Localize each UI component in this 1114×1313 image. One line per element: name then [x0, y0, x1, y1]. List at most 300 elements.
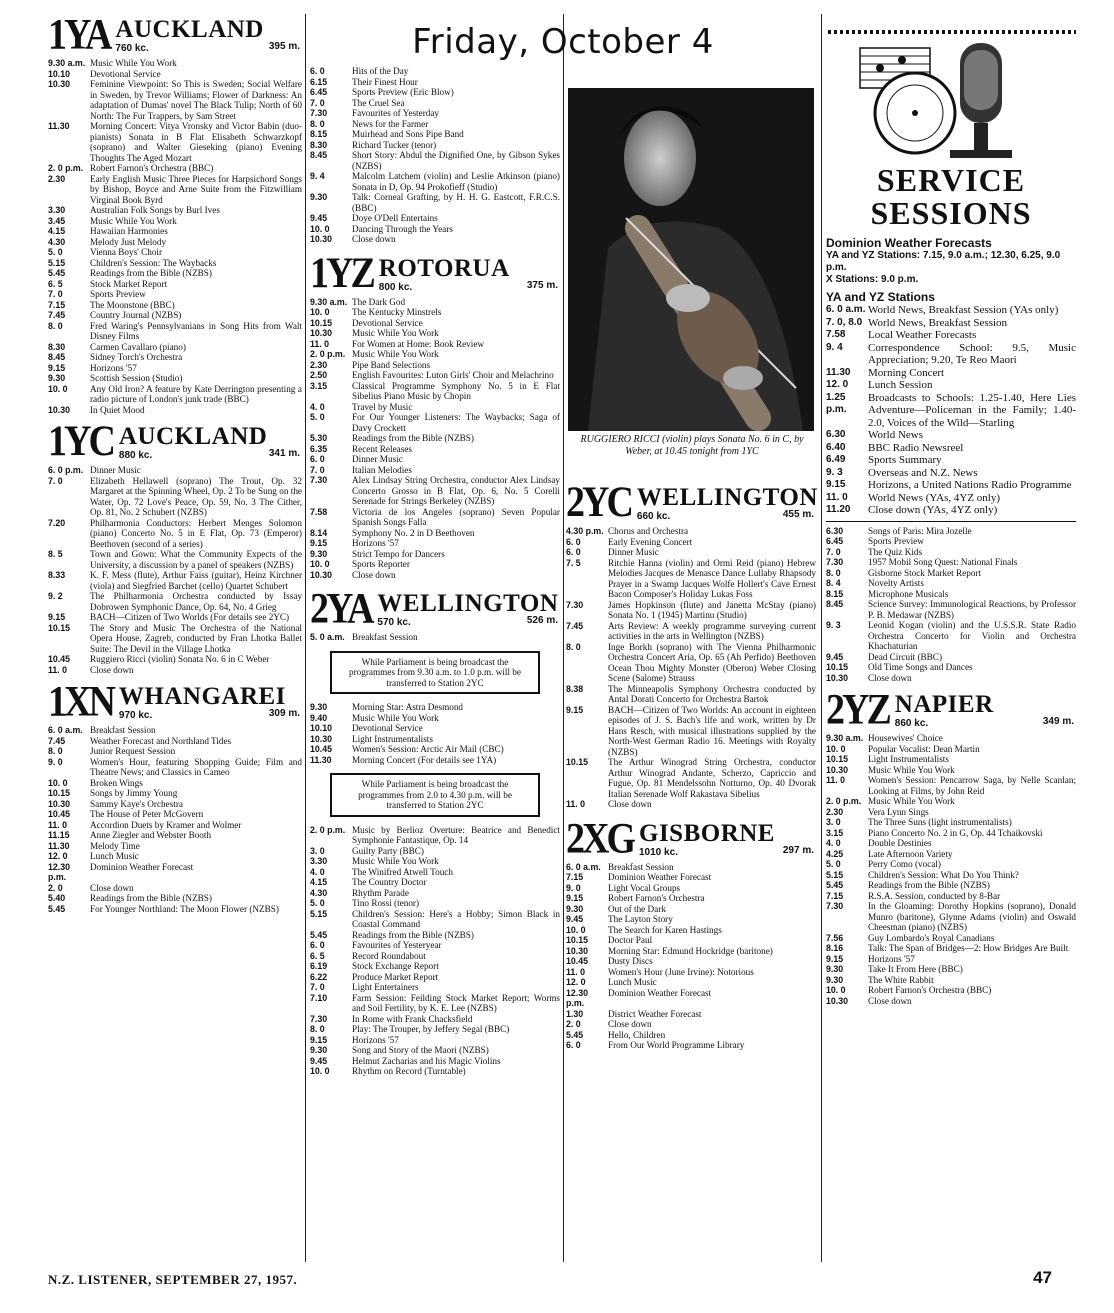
listing-text: Sammy Kaye's Orchestra: [90, 798, 183, 809]
listing-text: Old Time Songs and Dances: [868, 662, 973, 672]
listing-entry: [826, 933, 1076, 944]
listing-text: Morning Concert: [868, 366, 945, 379]
listing-entry: [566, 1030, 816, 1041]
listing-time: 4.30: [48, 236, 66, 247]
listing-entry: [48, 237, 302, 248]
listing-time: 7.45: [48, 310, 66, 320]
listing-entry: [826, 492, 1076, 505]
listing-time: 5.40: [48, 893, 66, 903]
listing-entry: [566, 526, 816, 537]
listing-text: Light Entertainers: [352, 982, 419, 992]
listing-text: Readings from the Bible (NZBS): [868, 880, 990, 890]
listing-text: Breakfast Session: [608, 861, 674, 872]
listing-text: Sidney Torch's Orchestra: [90, 352, 183, 362]
listing-time: 10.30: [310, 328, 333, 338]
listing-text: Women's Session: Arctic Air Mail (CBC): [352, 744, 504, 754]
listing-time: 10.30: [826, 672, 849, 683]
listing-time: 6. 0: [566, 1040, 581, 1050]
listing-2xg: [566, 862, 816, 1051]
listing-text: Feminine Viewpoint: So This is Sweden; Social Welfare in Sweden, by Trevor Williams; Flower of Darkness: An adaptation of Dumas' novel The Black Tulip; North of 60 North: The Fur Trappers, by Sam Street: [90, 79, 302, 121]
listing-entry: [826, 891, 1076, 902]
listing-time: 9. 3: [826, 466, 843, 478]
listing-time: 8. 0: [310, 1024, 325, 1034]
listing-time: 6.49: [826, 454, 846, 465]
listing-entry: [48, 612, 302, 623]
listing-text: Chorus and Orchestra: [608, 526, 689, 536]
listing-text: Gisborne Stock Market Report: [868, 567, 982, 578]
listing-entry: [826, 880, 1076, 891]
listing-time: 6. 0 a.m.: [566, 861, 601, 872]
service-title: SESSIONS: [870, 195, 1032, 231]
listing-entry: [826, 849, 1076, 860]
listing-time: 6. 0: [310, 940, 325, 950]
listing-text: Readings from the Bible (NZBS): [352, 433, 474, 443]
listing-time: 4. 0: [826, 838, 841, 848]
listing-text: Melody Time: [90, 840, 140, 851]
listing-time: 8. 5: [48, 549, 63, 559]
listing-text: Talk: The Span of Bridges—2: How Bridges Are Built: [868, 943, 1069, 953]
listing-text: Morning Star: Edmund Hockridge (baritone): [608, 945, 773, 956]
listing-text: The Search for Karen Hastings: [608, 924, 722, 935]
listing-text: The Country Doctor: [352, 877, 427, 887]
listing-text: In the Gloaming: Dorothy Hopkins (soprano), Donald Munro (baritone), Glynne Adams (violin) and Oswald Cheesman (piano) (NZBS): [868, 901, 1076, 932]
listing-text: Piano Concerto No. 2 in G, Op. 44 Tchaikovski: [868, 827, 1043, 838]
listing-text: Local Weather Forecasts: [868, 329, 977, 341]
listing-text: Close down: [90, 882, 134, 893]
listing-entry: [48, 476, 302, 518]
listing-time: 10. 0: [826, 743, 846, 754]
listing-entry: [566, 977, 816, 988]
service-listing: [826, 304, 1076, 517]
listing-entry: [48, 736, 302, 747]
listing-time: 5.45: [48, 903, 66, 914]
listing-text: Early Evening Concert: [608, 536, 693, 547]
listing-time: 10.15: [48, 622, 71, 633]
listing-entry: [826, 996, 1076, 1007]
listing-text: Children's Session: What Do You Think?: [868, 869, 1019, 880]
listing-text: Dancing Through the Years: [352, 223, 453, 234]
listing-entry: [310, 119, 560, 130]
listing-entry: [48, 830, 302, 841]
listing-text: Housewives' Choice: [868, 733, 943, 743]
listing-entry: [310, 150, 560, 171]
listing-entry: [310, 632, 560, 643]
listing-text: Dinner Music: [90, 465, 141, 475]
listing-time: 12.30 p.m.: [566, 987, 589, 1008]
listing-text: Popular Vocalist: Dean Martin: [868, 743, 980, 754]
station-call-sign: 2XG: [566, 813, 633, 863]
parliament-notice: While Parliament is being broadcast the programmes from 9.30 a.m. to 1.0 p.m. will be transferred to Station 2YC: [330, 651, 540, 695]
listing-time: 5.15: [826, 869, 844, 880]
listing-time: 9.30: [310, 192, 328, 202]
listing-text: Their Finest Hour: [352, 76, 418, 87]
station-wavelength: 375 m.: [526, 279, 558, 291]
listing-entry: [826, 429, 1076, 442]
station-call-sign: 2YC: [566, 478, 631, 527]
station-header-1xn: [48, 677, 302, 726]
page-number: 47: [1033, 1268, 1052, 1287]
listing-text: The Quiz Kids: [868, 546, 923, 557]
listing-time: 9.15: [566, 704, 584, 715]
listing-text: Town and Gown: What the Community Expects of the University, a discussion by a panel of speakers (NZBS): [90, 549, 302, 570]
listing-time: 10.15: [48, 788, 71, 798]
listing-time: 9.15: [310, 1034, 328, 1045]
listing-entry: [826, 367, 1076, 380]
listing-time: 11. 0: [566, 799, 586, 809]
listing-text: BACH—Citizen of Two Worlds: An account in eighteen episodes of J. S. Bach's life and work, written by Dr Hans Resch, with musical illustrations supplied by the North-West German Radio 16. Meetings with Royalty (NZBS): [608, 704, 816, 757]
listing-text: Readings from the Bible (NZBS): [90, 268, 212, 278]
listing-time: 4. 0: [310, 866, 325, 877]
station-frequency: 970 kc.: [118, 710, 153, 721]
listing-text: Leonid Kogan (violin) and the U.S.S.R. State Radio Orchestra Concerto for Violin and Orchestra Khachaturian: [868, 620, 1076, 651]
listing-time: 8.45: [310, 150, 328, 160]
listing-time: 10.10: [310, 723, 333, 733]
listing-entry: [310, 1024, 560, 1035]
listing-text: World News: [868, 429, 924, 441]
listing-time: 7. 5: [566, 557, 581, 568]
listing-text: Music While You Work: [868, 764, 955, 775]
listing-time: 11.30: [48, 840, 70, 851]
listing-text: Horizons '57: [868, 953, 915, 964]
listing-entry: [566, 946, 816, 957]
station-call-sign: 2YZ: [826, 685, 889, 734]
listing-time: 7.45: [566, 620, 584, 631]
listing-text: Dominion Weather Forecast: [90, 861, 194, 872]
listing-text: Fred Waring's Pennsylvanians in Song Hits from Walt Disney Films: [90, 320, 302, 341]
listing-time: 3. 0: [826, 817, 841, 827]
listing-text: Play: The Trouper, by Jeffery Segal (BBC): [352, 1024, 510, 1034]
station-call-sign: 1YZ: [310, 248, 373, 298]
listing-text: Anne Ziegler and Webster Booth: [90, 830, 212, 840]
listing-time: 5.45: [566, 1029, 584, 1040]
listing-entry: [48, 279, 302, 290]
listing-entry: [566, 757, 816, 799]
listing-text: Horizons '57: [352, 1034, 399, 1045]
listing-text: Song and Story of the Maori (NZBS): [352, 1045, 489, 1055]
listing-time: 4.15: [48, 226, 66, 236]
listing-text: Stock Market Report: [90, 278, 168, 289]
station-header-1yc: [48, 417, 302, 466]
listing-text: Early English Music Three Pieces for Harpsichord Songs by Bishop, Boyce and Arne Suite from the Fitzwilliam Virginal Book Byrd: [90, 173, 302, 205]
listing-time: 5. 0: [826, 859, 841, 869]
listing-text: Hawaiian Harmonies: [90, 226, 168, 236]
listing-text: BBC Radio Newsreel: [868, 441, 964, 454]
service-weather-ya: YA and YZ Stations: 7.15, 9.0 a.m.; 12.30, 6.25, 9.0 p.m.: [826, 250, 1061, 273]
listing-time: 5. 0 a.m.: [310, 632, 345, 642]
listing-time: 6.19: [310, 961, 328, 971]
listing-time: 9.15: [566, 893, 584, 903]
listing-text: Guy Lombardo's Royal Canadians: [868, 932, 995, 943]
listing-text: For Women at Home: Book Review: [352, 338, 485, 349]
listing-time: 10.45: [310, 744, 333, 754]
listing-text: Classical Programme Symphony No. 5 in E Flat Sibelius Piano Music by Chopin: [352, 380, 560, 401]
listing-entry: [826, 317, 1076, 330]
listing-entry: [48, 851, 302, 862]
listing-entry: [48, 465, 302, 476]
listing-time: 10. 0: [310, 559, 330, 569]
listing-entry: [826, 479, 1076, 492]
station-frequency: 800 kc.: [378, 281, 413, 293]
listing-entry: [310, 1066, 560, 1077]
column-1: [48, 10, 302, 914]
station-call-sign: 1YC: [48, 417, 113, 466]
listing-text: Robert Farnon's Orchestra (BBC): [868, 985, 992, 995]
listing-time: 10.30: [826, 764, 849, 775]
listing-entry: [48, 570, 302, 591]
listing-text: Close down: [608, 1019, 652, 1029]
listing-entry: [48, 300, 302, 311]
listing-time: 12. 0: [48, 851, 68, 861]
listing-entry: [826, 578, 1076, 589]
listing-time: 8.14: [310, 527, 328, 538]
listing-time: 9. 4: [826, 341, 843, 353]
listing-text: Lunch Music: [608, 977, 657, 987]
listing-text: Robert Farnon's Orchestra (BBC): [90, 163, 214, 173]
listing-time: 10. 0: [310, 1066, 330, 1076]
listing-time: 6. 0: [566, 547, 581, 557]
listing-text: Out of the Dark: [608, 903, 666, 914]
listing-time: 11.30: [310, 754, 332, 765]
listing-entry: [826, 754, 1076, 765]
station-wavelength: 297 m.: [782, 844, 814, 856]
listing-time: 7.30: [566, 599, 584, 610]
listing-entry: [826, 744, 1076, 755]
listing-text: Ritchie Hanna (violin) and Ormi Reid (piano) Hebrew Melodies Jacques de Menasce Dance Lullaby Rhapsody Prayer in a Swamp Jacques Wolfe Hollert's Cave Ernest Bacon Composer's Holiday Lukas Foss: [608, 557, 816, 599]
listing-time: 8. 0: [48, 746, 63, 756]
listing-time: 10.30: [566, 945, 589, 956]
listing-text: Country Journal (NZBS): [90, 310, 182, 320]
station-city: GISBORNE: [639, 819, 775, 847]
station-header-2xg: [566, 813, 816, 863]
listing-entry: [310, 951, 560, 962]
listing-text: Strict Tempo for Dancers: [352, 548, 445, 559]
station-frequency: 570 kc.: [377, 617, 411, 628]
listing-entry: [310, 307, 560, 318]
listing-time: 7.10: [310, 992, 328, 1003]
listing-entry: [48, 820, 302, 831]
listing-time: 5.30: [310, 433, 328, 443]
column-2: [310, 66, 560, 1077]
listing-text: Record Roundabout: [352, 950, 426, 961]
listing-entry: [48, 518, 302, 550]
listing-text: Close down: [352, 569, 396, 580]
listing-time: 3.15: [826, 827, 844, 838]
listing-time: 10.30: [826, 995, 849, 1006]
listing-text: Morning Star: Astra Desmond: [352, 702, 464, 712]
listing-text: Favourites of Yesteryear: [352, 940, 442, 950]
listing-text: Take It From Here (BBC): [868, 964, 963, 974]
listing-entry: [826, 775, 1076, 796]
listing-entry: [310, 339, 560, 350]
listing-time: 2. 0 p.m.: [310, 824, 346, 835]
listing-time: 6.30: [826, 429, 846, 440]
listing-text: Malcolm Latchem (violin) and Leslie Atkinson (piano) Sonata in D, Op. 94 Prokofieff (Studio): [352, 171, 560, 192]
listing-entry: [310, 1056, 560, 1067]
listing-entry: [48, 591, 302, 612]
listing-time: 6.45: [310, 87, 328, 97]
listing-time: 11. 0: [826, 491, 848, 503]
listing-time: 6. 0: [566, 536, 581, 547]
listing-time: 8.16: [826, 943, 844, 953]
listing-text: From Our World Programme Library: [608, 1040, 745, 1050]
listing-entry: [310, 856, 560, 867]
listing-time: 8. 4: [826, 578, 841, 588]
listing-entry: [826, 817, 1076, 828]
listing-entry: [48, 384, 302, 405]
station-wavelength: 395 m.: [268, 41, 300, 52]
listing-text: Close down (YAs, 4YZ only): [868, 504, 998, 516]
listing-entry: [48, 862, 302, 883]
listing-time: 3.45: [48, 215, 66, 226]
listing-text: Broken Wings: [90, 777, 143, 788]
listing-entry: [826, 859, 1076, 870]
listing-entry: [826, 975, 1076, 986]
station-city: WHANGAREI: [118, 683, 286, 710]
listing-time: 7.30: [826, 901, 844, 911]
listing-text: Music While You Work: [352, 712, 439, 723]
service-subtitle: Dominion Weather Forecasts: [826, 236, 992, 250]
listing-entry: [310, 825, 560, 846]
listing-time: 9.30: [310, 702, 328, 712]
listing-time: 5. 0: [310, 898, 325, 908]
listing-text: Devotional Service: [90, 68, 161, 79]
listing-entry: [566, 799, 816, 810]
listing-entry: [826, 504, 1076, 517]
station-frequency: 1010 kc.: [639, 846, 678, 858]
listing-text: For Our Younger Listeners: The Waybacks; Saga of Davy Crockett: [352, 412, 560, 433]
listing-1xn-continued: [310, 66, 560, 245]
listing-time: 9.30: [826, 974, 844, 985]
listing-text: Inge Borkh (soprano) with The Vienna Philharmonic Orchestra Concert Aria, Op. 65 (Ah Perfido) Beethoven Ocean Thou Mighty Monster (Oberon) Weber Closing Scene (Salome) Strauss: [608, 641, 816, 683]
listing-entry: [48, 321, 302, 342]
listing-time: 7. 0: [310, 464, 325, 475]
listing-time: 6. 0: [310, 454, 325, 464]
listing-text: World News (YAs, 4YZ only): [868, 491, 1001, 504]
listing-text: BACH—Citizen of Two Worlds (For details see 2YC): [90, 612, 290, 622]
listing-time: 1.30: [566, 1008, 584, 1019]
listing-entry: [310, 66, 560, 77]
listing-text: Close down: [868, 995, 912, 1006]
listing-text: Dominion Weather Forecast: [608, 987, 712, 998]
listing-time: 7. 0: [310, 982, 325, 992]
listing-time: 3. 0: [310, 845, 325, 856]
listing-time: 2. 0 p.m.: [826, 796, 862, 806]
listing-text: The Layton Story: [608, 914, 673, 924]
listing-entry: [826, 536, 1076, 547]
listing-entry: [48, 778, 302, 789]
listing-time: 8.30: [48, 341, 66, 352]
listing-time: 7.15: [826, 890, 844, 901]
listing-entry: [48, 799, 302, 810]
listing-entry: [48, 883, 302, 894]
listing-entry: [566, 988, 816, 1009]
listing-text: District Weather Forecast: [608, 1008, 702, 1019]
listing-text: Produce Market Report: [352, 971, 439, 982]
listing-time: 9.30: [826, 964, 844, 974]
listing-entry: [826, 454, 1076, 467]
listing-entry: [826, 620, 1076, 652]
listing-entry: [310, 846, 560, 857]
listing-entry: [48, 69, 302, 80]
listing-text: Accordion Duets by Kramer and Wolmer: [90, 819, 242, 830]
listing-text: Devotional Service: [352, 317, 423, 328]
listing-entry: [566, 883, 816, 894]
listing-entry: [48, 226, 302, 237]
listing-text: Vera Lynn Sings: [868, 806, 929, 817]
listing-2xg-evening: [826, 526, 1076, 684]
listing-time: 9.30: [310, 1045, 328, 1055]
listing-entry: [310, 171, 560, 192]
listing-entry: [310, 381, 560, 402]
listing-entry: [310, 224, 560, 235]
listing-text: Women's Hour, featuring Shopping Guide; Film and Theatre News; and Classics in Cameo: [90, 756, 302, 777]
station-call-sign: 1YA: [48, 10, 110, 59]
listing-time: 4.30: [310, 887, 328, 898]
listing-time: 9.15: [48, 612, 66, 622]
listing-time: 10.45: [48, 809, 71, 819]
listing-entry: [48, 893, 302, 904]
listing-entry: [310, 465, 560, 476]
listing-entry: [48, 342, 302, 353]
listing-text: Novelty Artists: [868, 578, 924, 588]
listing-text: Light Vocal Groups: [608, 882, 681, 893]
station-wavelength: 341 m.: [268, 448, 300, 459]
listing-time: 10. 0: [566, 924, 586, 935]
station-city: AUCKLAND: [115, 16, 264, 43]
listing-text: Short Story: Abdul the Dignified One, by Gibson Sykes (NZBS): [352, 150, 560, 171]
listing-time: 8.45: [826, 599, 844, 609]
listing-entry: [310, 877, 560, 888]
listing-text: Double Destinies: [868, 838, 932, 848]
listing-text: The Minneapolis Symphony Orchestra conducted by Antal Dorati Concerto for Orchestra Bartok: [608, 683, 816, 704]
station-header-2yz: [826, 685, 1076, 734]
listing-time: 7. 0: [48, 289, 63, 299]
listing-entry: [826, 599, 1076, 620]
listing-text: Elizabeth Hellawell (soprano) The Trout, Op. 32 Margaret at the Spinning Wheel, Op. 2 To be Sung on the Water, Op. 72 Love's Peace, Op. 59, No. 3 The Cither, Op. 81, No. 2 Schubert (NZBS): [90, 475, 302, 517]
listing-time: 5.45: [48, 268, 66, 278]
listing-entry: [566, 642, 816, 684]
listing-text: Children's Session: Here's a Hobby; Simon Black in Coastal Command: [352, 908, 560, 929]
listing-text: Readings from the Bible (NZBS): [90, 893, 212, 903]
listing-time: 8.15: [826, 588, 844, 599]
listing-entry: [826, 392, 1076, 430]
listing-text: K. F. Mess (flute), Arthur Faiss (guitar), Heinz Kirchner (viola) and Siegfried Barchet (cello) Quartet Schubert: [90, 570, 302, 591]
listing-time: 6. 0 p.m.: [48, 465, 84, 475]
listing-time: 8. 0: [826, 567, 841, 578]
listing-entry: [48, 373, 302, 384]
listing-time: 8.15: [310, 129, 328, 139]
listing-text: Favourites of Yesterday: [352, 108, 440, 118]
listing-text: Weather Forecast and Northland Tides: [90, 735, 232, 746]
listing-text: Sports Preview: [868, 536, 924, 546]
listing-entry: [826, 568, 1076, 579]
listing-entry: [310, 549, 560, 560]
listing-entry: [566, 925, 816, 936]
listing-time: 10.45: [48, 654, 71, 664]
listing-entry: [310, 744, 560, 755]
listing-time: 10.30: [310, 234, 333, 244]
listing-text: Sports Summary: [868, 454, 942, 466]
listing-text: Devotional Service: [352, 723, 423, 733]
listing-text: The Arthur Winograd String Orchestra, conductor Arthur Winograd Andante, Scherzo, Capriccio and Fugue, Op. 81 Mendelssohn Notturno, Op. 40 Dvorak Italian Serenade Wolf Rakastava Sibelius: [608, 757, 816, 799]
listing-time: 6.30: [826, 525, 844, 536]
listing-time: 9. 0: [566, 882, 581, 893]
listing-entry: [310, 77, 560, 88]
listing-time: 7.58: [310, 506, 328, 517]
listing-text: The House of Peter McGovern: [90, 809, 204, 819]
listing-text: News for the Farmer: [352, 118, 429, 129]
listing-time: 10.15: [826, 662, 849, 672]
